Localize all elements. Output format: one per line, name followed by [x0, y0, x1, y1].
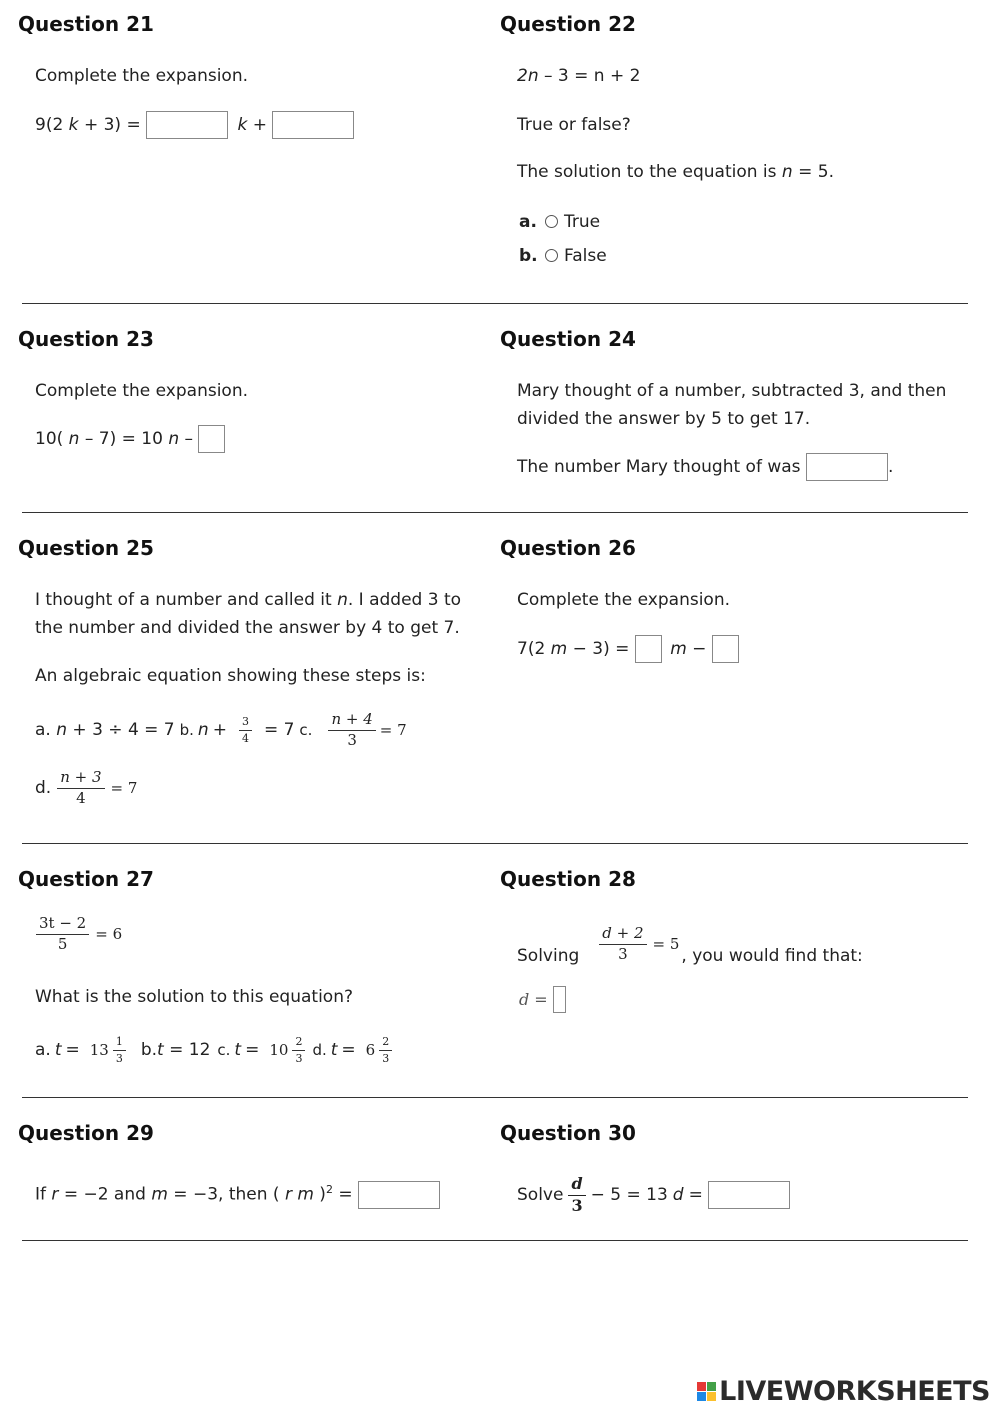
logo-square [707, 1392, 716, 1401]
q21-equation: 9(2 k + 3) = k + [35, 111, 354, 139]
q21-title: Question 21 [18, 12, 154, 36]
q27-option-b[interactable]: b.t = 12 [140, 1040, 211, 1061]
liveworksheets-logo [697, 1376, 990, 1407]
q24-answer-input[interactable] [806, 453, 888, 481]
q22-statement: The solution to the equation is n = 5. [517, 162, 834, 182]
q22-question: True or false? [517, 115, 631, 135]
q28-title: Question 28 [500, 867, 636, 891]
q25-option-b[interactable]: b. n + $\frac{3}{4}$ = 7 [179, 715, 295, 745]
q22-option-false[interactable]: b. False [519, 246, 607, 266]
q23-answer-input[interactable] [198, 425, 225, 453]
q22-option-true[interactable]: a. True [519, 212, 601, 232]
q26-title: Question 26 [500, 536, 636, 560]
q22-title: Question 22 [500, 12, 636, 36]
q29-title: Question 29 [18, 1121, 154, 1145]
q27-option-a[interactable]: a. t = 13 $\frac{1}{3}$ [35, 1036, 126, 1064]
q25-title: Question 25 [18, 536, 154, 560]
q30-title: Question 30 [500, 1121, 636, 1145]
q27-title: Question 27 [18, 867, 154, 891]
divider [22, 1240, 968, 1241]
q28-answer-input[interactable] [553, 986, 566, 1013]
q28-statement: Solving $\frac{d + 2}{3}$ = 5 , you would find that: [517, 923, 863, 966]
q27-options [35, 1036, 392, 1064]
q30-answer-input[interactable] [708, 1181, 790, 1209]
q21-answer-1-input[interactable] [146, 111, 228, 139]
q23-title: Question 23 [18, 327, 154, 351]
divider [22, 512, 968, 513]
divider [22, 1097, 968, 1098]
q27-prompt: What is the solution to this equation? [35, 987, 354, 1007]
q26-equation: 7(2 m − 3) = m − [517, 635, 739, 663]
divider [22, 843, 968, 844]
q22-equation: 2n – 3 = n + 2 [517, 66, 641, 86]
q21-answer-2-input[interactable] [272, 111, 354, 139]
divider [22, 303, 968, 304]
q25-option-c[interactable]: c. $\frac{n + 4}{3}$ = 7 [299, 710, 407, 749]
q27-option-c[interactable]: c. t = 10 $\frac{2}{3}$ [217, 1036, 305, 1064]
q27-option-d[interactable]: d. t = 6 $\frac{2}{3}$ [312, 1036, 392, 1064]
q25-option-a[interactable]: a. n + 3 ÷ 4 = 7 [35, 720, 175, 741]
q27-equation: $\frac{3t - 2}{5}$ = 6 [36, 916, 122, 953]
q26-answer-2-input[interactable] [712, 635, 739, 663]
q23-prompt: Complete the expansion. [35, 381, 248, 401]
q25-text: I thought of a number and called it n. I added 3 to the number and divided the answer by 4 to get 7. [35, 590, 462, 638]
logo-text: LIVEWORKSHEETS [719, 1376, 990, 1407]
q28-answer: d = [519, 986, 566, 1013]
logo-square [697, 1382, 706, 1391]
q29-answer-input[interactable] [358, 1181, 440, 1209]
q24-answer-line: The number Mary thought of was . [517, 453, 893, 481]
q30-equation: Solve $\frac{d}{3}$ − 5 = 13 d = [517, 1176, 790, 1215]
logo-mark-icon [697, 1382, 716, 1401]
q23-equation: 10( n – 7) = 10 n – [35, 425, 225, 453]
q25-option-d[interactable]: d. $\frac{n + 3}{4}$ = 7 [35, 768, 138, 807]
q24-text: Mary thought of a number, subtracted 3, and then divided the answer by 5 to get 17. [517, 381, 947, 429]
q26-prompt: Complete the expansion. [517, 590, 730, 610]
q29-equation: If r = −2 and m = −3, then ( r m )$^2$ = [35, 1176, 440, 1209]
q21-prompt: Complete the expansion. [35, 66, 248, 86]
radio-button[interactable] [545, 215, 558, 228]
q24-title: Question 24 [500, 327, 636, 351]
logo-square [697, 1392, 706, 1401]
q25-prompt: An algebraic equation showing these steps is: [35, 666, 426, 686]
logo-square [707, 1382, 716, 1391]
q25-options-row1 [35, 712, 407, 749]
radio-button[interactable] [545, 249, 558, 262]
q26-answer-1-input[interactable] [635, 635, 662, 663]
